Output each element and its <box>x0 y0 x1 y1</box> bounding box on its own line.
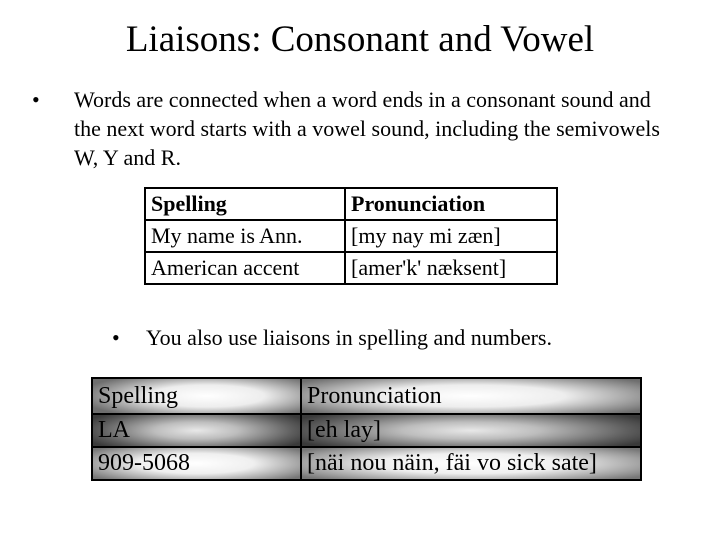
table-row <box>92 414 641 447</box>
header-cell-pronunciation: Pronunciation <box>301 378 641 414</box>
table-row <box>145 252 557 284</box>
header-cell-spelling: Spelling <box>92 378 301 414</box>
bullet-text: You also use liaisons in spelling and numbers. <box>146 325 552 350</box>
table-cell: [amer'k' næksent] <box>345 252 557 284</box>
bullet-marker: • <box>112 325 120 350</box>
table-cell: [näi nou näin, fäi vo sick sate] <box>301 447 641 480</box>
table-cell: [eh lay] <box>301 414 641 447</box>
table-cell: My name is Ann. <box>145 220 345 252</box>
table-header-row <box>92 378 641 414</box>
table-row <box>145 220 557 252</box>
bullet-marker: • <box>32 87 40 112</box>
liaison-table-1 <box>144 187 558 285</box>
header-cell-pronunciation: Pronunciation <box>345 188 557 220</box>
table-cell: [my nay mi zæn] <box>345 220 557 252</box>
table-cell: LA <box>92 414 301 447</box>
header-cell-spelling: Spelling <box>145 188 345 220</box>
table-cell: 909-5068 <box>92 447 301 480</box>
table-row <box>92 447 641 480</box>
table-header-row <box>145 188 557 220</box>
bullet-text: Words are connected when a word ends in a consonant sound and the next word starts with a vowel sound, including the semivowels W, Y and R. <box>74 87 660 170</box>
table-cell: American accent <box>145 252 345 284</box>
slide-title: Liaisons: Consonant and Vowel <box>125 19 595 60</box>
liaison-table-2 <box>91 377 642 481</box>
